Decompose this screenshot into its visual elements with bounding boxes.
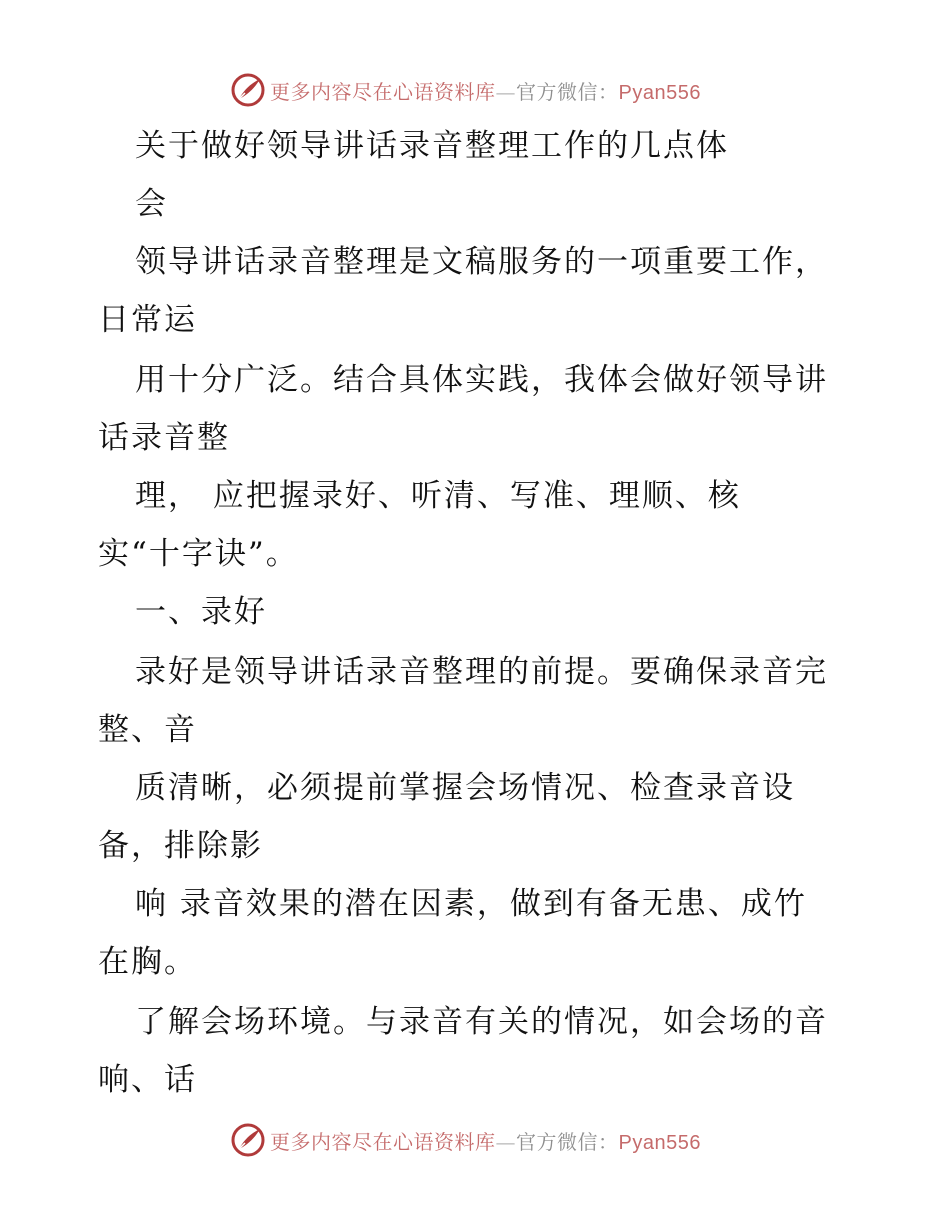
doc-text-line: 在胸。 [98, 944, 197, 980]
doc-text-line: 了解会场环境。与录音有关的情况，如会场的音 [135, 1004, 828, 1040]
footer-banner [230, 1120, 701, 1160]
feather-pen-logo-icon [230, 72, 266, 108]
doc-text-line: 实“十字诀”。 [98, 536, 299, 572]
doc-title-line-2: 会 [135, 186, 168, 222]
doc-text-line: 整、音 [98, 712, 197, 748]
doc-text-line: 备，排除影 [98, 828, 263, 864]
section-heading: 一、录好 [135, 594, 267, 630]
banner-brand: 更多内容尽在心语资料库 [270, 79, 496, 104]
doc-text-line: 领导讲话录音整理是文稿服务的一项重要工作， [135, 244, 828, 280]
doc-text-line: 日常运 [98, 302, 197, 338]
doc-text-line: 响 录音效果的潜在因素，做到有备无患、成竹 [135, 886, 807, 922]
doc-text-line: 理， 应把握录好、听清、写准、理顺、核 [135, 478, 741, 514]
header-banner [230, 70, 701, 110]
doc-text-line: 质清晰，必须提前掌握会场情况、检查录音设 [135, 770, 795, 806]
banner-text [270, 76, 701, 105]
feather-pen-logo-icon [230, 1122, 266, 1158]
banner-separator: — [495, 1129, 516, 1154]
doc-text-line: 用十分广泛。结合具体实践，我体会做好领导讲 [135, 362, 828, 398]
banner-account: Pyan556 [618, 81, 701, 104]
banner-account: Pyan556 [618, 1131, 701, 1154]
doc-text-line: 话录音整 [98, 420, 230, 456]
banner-text [270, 1126, 701, 1155]
doc-text-line: 录好是领导讲话录音整理的前提。要确保录音完 [135, 654, 828, 690]
banner-label: 官方微信： [516, 1129, 619, 1154]
banner-brand: 更多内容尽在心语资料库 [270, 1129, 496, 1154]
banner-separator: — [495, 79, 516, 104]
doc-text-line: 响、话 [98, 1062, 197, 1098]
banner-label: 官方微信： [516, 79, 619, 104]
doc-title-line-1: 关于做好领导讲话录音整理工作的几点体 [135, 128, 729, 164]
